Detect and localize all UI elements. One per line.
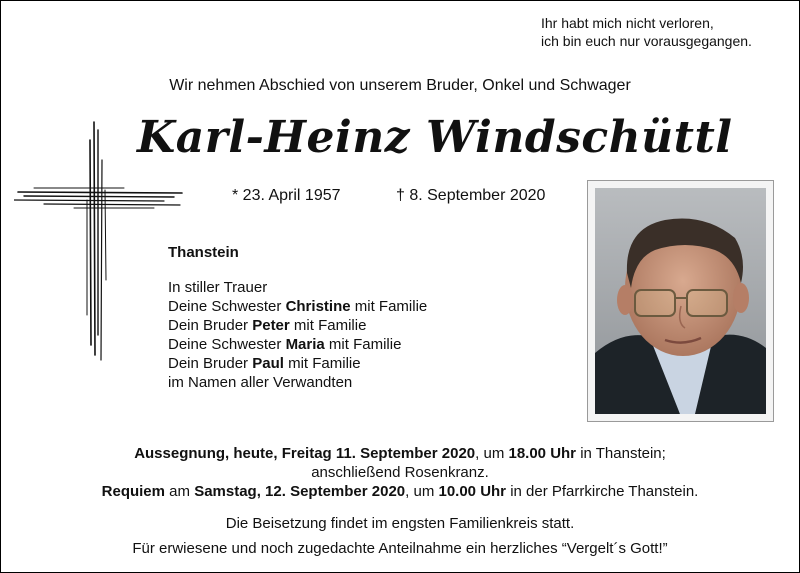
requiem-date: Samstag, 12. September 2020 — [194, 483, 406, 500]
mourner-relation: Deine Schwester — [168, 298, 286, 315]
motto-line-2: ich bin euch nur vorausgegangen. — [541, 33, 752, 49]
service-line-3 — [0, 482, 800, 501]
service-line-2: anschließend Rosenkranz. — [311, 464, 489, 481]
service-details — [0, 444, 800, 501]
service-line-1 — [0, 444, 800, 463]
mourner-relation: Dein Bruder — [168, 317, 253, 334]
mourner-relation: Deine Schwester — [168, 336, 286, 353]
service-text: , um — [475, 445, 509, 462]
service-text: in Thanstein; — [576, 445, 666, 462]
cross-icon — [14, 120, 184, 370]
mourner-relation: Dein Bruder — [168, 355, 253, 372]
motto-line-1: Ihr habt mich nicht verloren, — [541, 15, 714, 31]
mourners-closing: im Namen aller Verwandten — [168, 374, 353, 391]
birth-date: * 23. April 1957 — [232, 187, 341, 204]
service-text: in der Pfarrkirche Thanstein. — [506, 483, 699, 500]
mourner-row — [168, 335, 427, 354]
deceased-name: Karl-Heinz Windschüttl — [137, 112, 733, 163]
closing-notes — [0, 514, 800, 558]
mourner-row — [168, 316, 427, 335]
mourner-row — [168, 354, 427, 373]
mourners-list — [168, 278, 427, 392]
portrait-photo — [587, 180, 774, 422]
mourner-suffix: mit Familie — [283, 355, 361, 372]
service-text: am — [165, 483, 195, 500]
mourner-name: Christine — [285, 298, 351, 315]
mourner-row — [168, 297, 427, 316]
service-text: , um — [405, 483, 439, 500]
blessing-time: 18.00 Uhr — [508, 445, 577, 462]
requiem-label: Requiem — [101, 483, 165, 500]
requiem-time: 10.00 Uhr — [438, 483, 507, 500]
mourner-suffix: mit Familie — [289, 317, 367, 334]
mourner-suffix: mit Familie — [350, 298, 428, 315]
thanks-note: Für erwiesene und noch zugedachte Anteilnahme ein herzliches “Vergelt´s Gott!” — [132, 540, 668, 557]
intro-text: Wir nehmen Abschied von unserem Bruder, Onkel und Schwager — [169, 77, 631, 94]
hometown: Thanstein — [168, 244, 239, 261]
mourners-heading: In stiller Trauer — [168, 279, 268, 296]
blessing-date: Aussegnung, heute, Freitag 11. September 2020 — [134, 445, 476, 462]
motto — [541, 14, 752, 50]
mourner-name: Maria — [285, 336, 325, 353]
mourner-suffix: mit Familie — [324, 336, 402, 353]
burial-note: Die Beisetzung findet im engsten Familienkreis statt. — [225, 515, 575, 532]
mourner-name: Peter — [252, 317, 290, 334]
death-date: † 8. September 2020 — [396, 187, 546, 204]
mourner-name: Paul — [252, 355, 284, 372]
